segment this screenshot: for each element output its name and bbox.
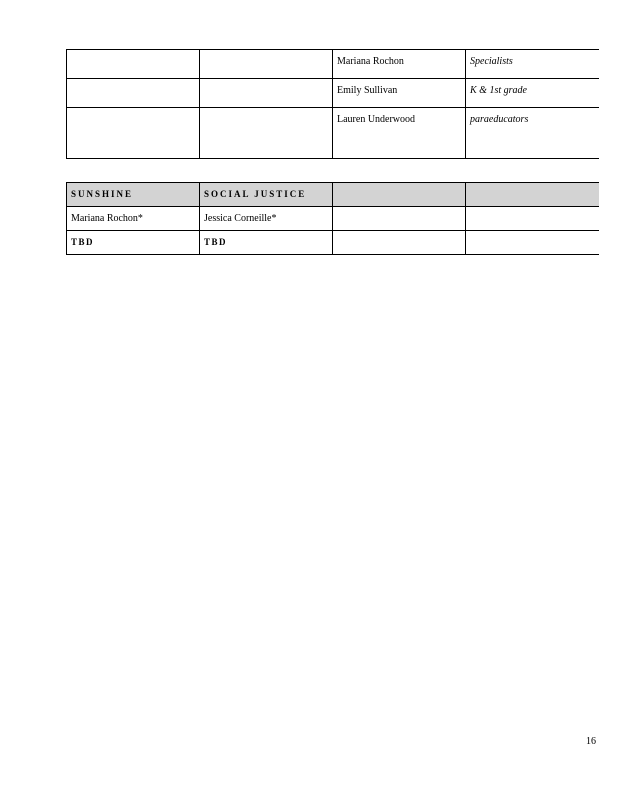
table-row <box>67 207 599 231</box>
table-cell <box>200 108 333 159</box>
member-role: Specialists <box>466 50 599 79</box>
table-cell <box>333 231 466 255</box>
member-name: Lauren Underwood <box>333 108 466 159</box>
table-cell <box>200 79 333 108</box>
table-cell <box>200 50 333 79</box>
table-cell <box>466 207 599 231</box>
header-empty <box>333 183 466 207</box>
table-cell <box>333 207 466 231</box>
table-cell <box>67 50 200 79</box>
table-row <box>67 108 599 159</box>
table-cell: TBD <box>67 231 200 255</box>
table-cell: TBD <box>200 231 333 255</box>
member-role: paraeducators <box>466 108 599 159</box>
table-header-row <box>67 183 599 207</box>
table-row <box>67 231 599 255</box>
member-name: Mariana Rochon <box>333 50 466 79</box>
table-cell <box>67 108 200 159</box>
table-cell: Jessica Corneille* <box>200 207 333 231</box>
member-name: Emily Sullivan <box>333 79 466 108</box>
table-row <box>67 50 599 79</box>
table-cell <box>466 231 599 255</box>
header-social-justice: SOCIAL JUSTICE <box>200 183 333 207</box>
table-cell <box>67 79 200 108</box>
table-cell: Mariana Rochon* <box>67 207 200 231</box>
committee-table-bottom <box>66 182 599 255</box>
header-empty <box>466 183 599 207</box>
committee-table-top <box>66 49 599 159</box>
header-sunshine: SUNSHINE <box>67 183 200 207</box>
page-number: 16 <box>586 736 596 747</box>
table-row <box>67 79 599 108</box>
member-role: K & 1st grade <box>466 79 599 108</box>
